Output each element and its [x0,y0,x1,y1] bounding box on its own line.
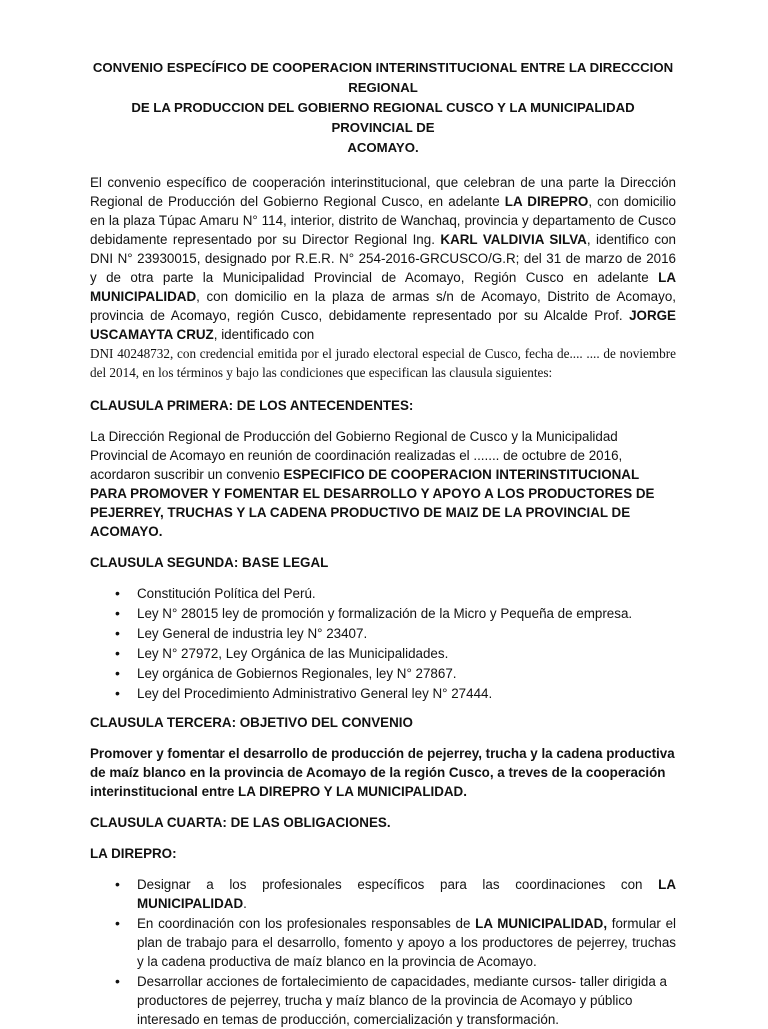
bullet-icon: • [115,665,120,681]
clausula-cuarta-heading: CLAUSULA CUARTA: DE LAS OBLIGACIONES. [90,815,391,830]
direpro-subheading: LA DIREPRO: [90,846,177,861]
intro-paragraph [90,173,676,344]
bullet-icon: • [115,973,120,989]
intro-text: , identifico con DNI N° 23930015, designado por R.E.R. N° 254-2016-GRCUSCO/G.R; del 31 de marzo de 2016 y de otra parte la Municipalidad Provincial de Acomayo, Región Cusco en adelante [90,232,676,285]
bullet-icon: • [115,585,120,601]
list-item [115,664,676,683]
clausula-primera-bold: ESPECIFICO DE COOPERACION INTERINSTITUCIONAL PARA PROMOVER Y FOMENTAR EL DESARROLLO Y APOYO A LOS PRODUCTORES DE PEJERREY, TRUCHAS Y LA CADENA PRODUCTIVO DE MAIZ DE LA PROVINCIAL DE ACOMAYO. [90,467,655,539]
list-item [115,584,676,603]
party-direpro: LA DIREPRO [504,194,589,209]
list-item-bold: LA MUNICIPALIDAD, [475,916,608,931]
director-name: KARL VALDIVIA SILVA [440,232,587,247]
list-item [115,875,676,913]
list-item-text: . [243,896,247,911]
title-line: ACOMAYO. [347,140,419,155]
list-item [115,644,676,663]
title-line: DE LA PRODUCCION DEL GOBIERNO REGIONAL CUSCO Y LA MUNICIPALIDAD PROVINCIAL DE [131,100,635,135]
title-line: CONVENIO ESPECÍFICO DE COOPERACION INTERINSTITUCIONAL ENTRE LA DIRECCCION REGIONAL [92,60,674,95]
list-item-text: Designar a los profesionales específicos para las coordinaciones con [137,877,659,892]
clausula-tercera-heading: CLAUSULA TERCERA: OBJETIVO DEL CONVENIO [90,715,413,730]
bullet-icon: • [115,685,120,701]
bullet-icon: • [115,645,120,661]
list-item-text: Constitución Política del Perú. [137,586,316,601]
clausula-segunda-heading: CLAUSULA SEGUNDA: BASE LEGAL [90,555,329,570]
list-item [115,914,676,971]
list-item-text: En coordinación con los profesionales responsables de [137,916,476,931]
list-item [115,624,676,643]
list-item-text: Desarrollar acciones de fortalecimiento de capacidades, mediante cursos- taller dirigida a productores de pejerrey, trucha y maíz blanco de la provincia de Acomayo y público interesado en temas de producción, comercialización y transformación. [137,974,667,1027]
bullet-icon: • [115,605,120,621]
document-title [90,58,676,158]
obligaciones-list [90,875,676,1029]
bullet-icon: • [115,915,120,931]
intro-text: , con domicilio en la plaza de armas s/n de Acomayo, Distrito de Acomayo, provincia de Acomayo, región Cusco, debidamente representado por su Alcalde Prof. [90,289,676,323]
clausula-primera-text [90,427,676,541]
bullet-icon: • [115,625,120,641]
clausula-tercera-text: Promover y fomentar el desarrollo de producción de pejerrey, trucha y la cadena productiva de maíz blanco en la provincia de Acomayo de la región Cusco, a treves de la cooperación interinstitucional entre LA DIREPRO Y LA MUNICIPALIDAD. [90,746,675,799]
list-item [115,604,676,623]
intro-text: , identificado con [213,327,315,342]
mayor-name: JORGE USCAMAYTA CRUZ [90,308,676,342]
list-item-text: Ley N° 27972, Ley Orgánica de las Municipalidades. [137,646,449,661]
base-legal-list [90,584,676,703]
list-item-text: Ley orgánica de Gobiernos Regionales, ley N° 27867. [137,666,457,681]
list-item [115,972,676,1029]
list-item-text: Ley N° 28015 ley de promoción y formalización de la Micro y Pequeña de empresa. [137,606,633,621]
bullet-icon: • [115,876,120,892]
intro-paragraph-serif: DNI 40248732, con credencial emitida por el jurado electoral especial de Cusco, fecha de.... .... de noviembre del 2014, en los términos y bajo las condiciones que especifican las clausula siguientes: [90,346,676,380]
intro-text: , con domicilio en la plaza Túpac Amaru N° 114, interior, distrito de Wanchaq, provincia y departamento de Cusco debidamente representado por su Director Regional Ing. [90,194,676,247]
list-item-text: formular el plan de trabajo para el desarrollo, fomento y apoyo a los productores de pejerrey, truchas y la cadena productiva de maíz blanco en la provincia de Acomayo. [137,916,676,969]
clausula-primera-heading: CLAUSULA PRIMERA: DE LOS ANTECENDENTES: [90,398,414,413]
list-item [115,684,676,703]
clausula-primera-body: La Dirección Regional de Producción del Gobierno Regional de Cusco y la Municipalidad Provincial de Acomayo en reunión de coordinación realizadas el ....... de octubre de 2016, acordaron suscribir un convenio [90,429,623,482]
list-item-text: Ley del Procedimiento Administrativo General ley N° 27444. [137,686,493,701]
list-item-bold: LA MUNICIPALIDAD [137,877,676,911]
intro-text: El convenio específico de cooperación interinstitucional, que celebran de una parte la Dirección Regional de Producción del Gobierno Regional Cusco, en adelante [90,175,676,209]
party-municipalidad: LA MUNICIPALIDAD [90,270,676,304]
list-item-text: Ley General de industria ley N° 23407. [137,626,368,641]
